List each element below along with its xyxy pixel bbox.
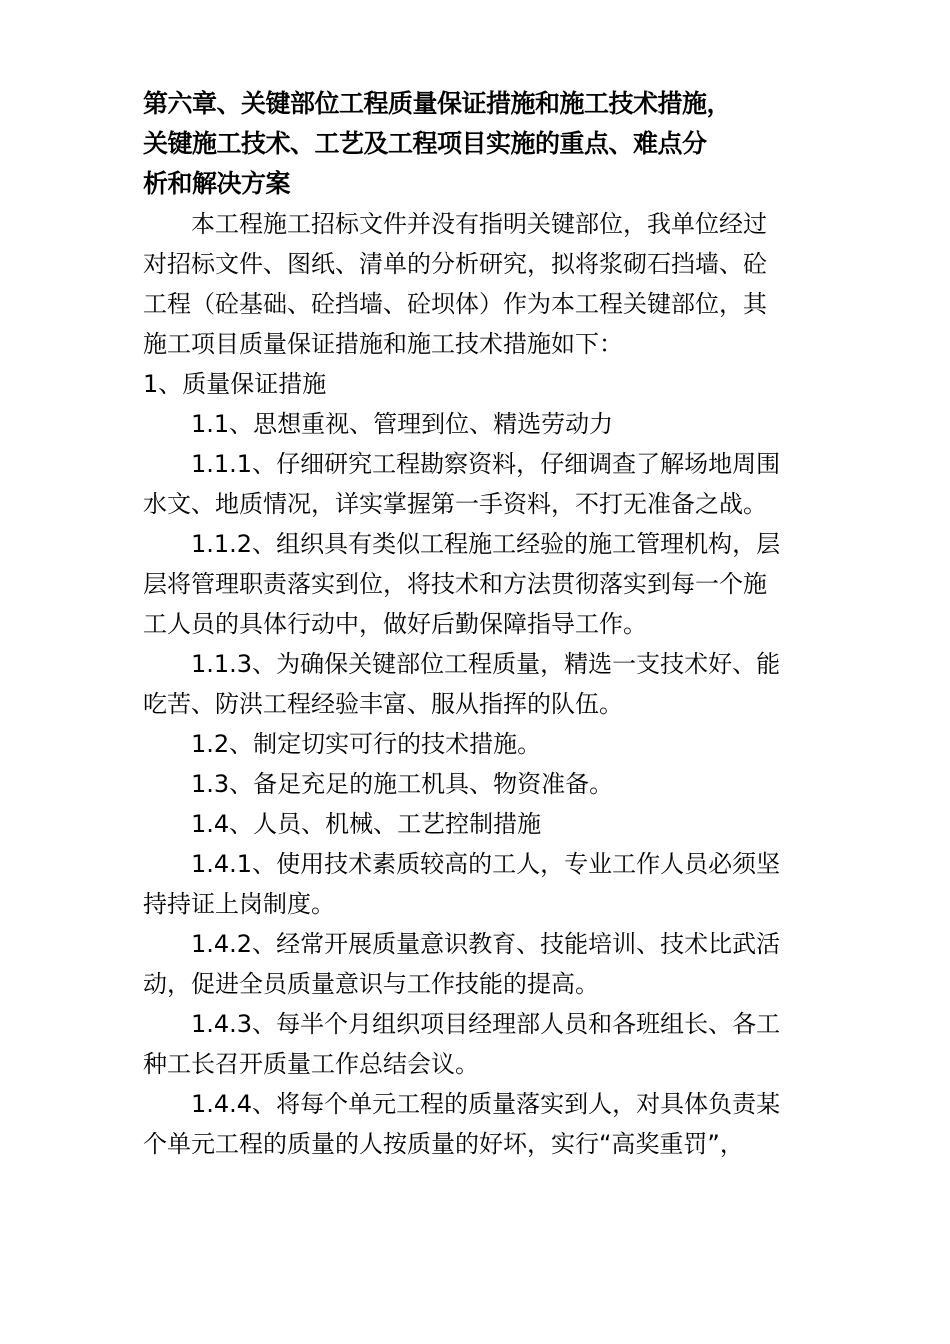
chapter-title-line-3: 析和解决方案 [143, 169, 291, 198]
item-1-1 [143, 404, 813, 444]
item-1-1-3-line-2: 吃苦、防洪工程经验丰富、服从指挥的队伍。 [143, 690, 623, 718]
section-1-heading [143, 364, 813, 404]
item-1-4-2-line-2: 动，促进全员质量意识与工作技能的提高。 [143, 970, 599, 998]
item-1-4-4-line-1: 1.4.4、将每个单元工程的质量落实到人，对具体负责某 [191, 1090, 781, 1118]
section-1-heading-text: 1、质量保证措施 [143, 370, 327, 398]
item-1-2-text: 1.2、制定切实可行的技术措施。 [191, 730, 542, 758]
item-1-3-text: 1.3、备足充足的施工机具、物资准备。 [191, 770, 614, 798]
intro-line-1: 本工程施工招标文件并没有指明关键部位，我单位经过 [191, 210, 767, 238]
intro-line-3: 工程（砼基础、砼挡墙、砼坝体）作为本工程关键部位，其 [143, 290, 767, 318]
item-1-4-1-line-2: 持持证上岗制度。 [143, 890, 335, 918]
item-1-4 [143, 804, 813, 844]
item-1-1-1-line-2: 水文、地质情况，详实掌握第一手资料，不打无准备之战。 [143, 490, 767, 518]
item-1-1-2-line-1: 1.1.2、组织具有类似工程施工经验的施工管理机构，层 [191, 530, 781, 558]
intro-paragraph [143, 204, 813, 364]
item-1-4-4-line-2: 个单元工程的质量的人按质量的好坏，实行“高奖重罚”， [143, 1130, 744, 1158]
item-1-1-3 [143, 644, 813, 724]
item-1-4-1 [143, 844, 813, 924]
item-1-4-3 [143, 1004, 813, 1084]
intro-line-4: 施工项目质量保证措施和施工技术措施如下： [143, 330, 623, 358]
item-1-4-1-line-1: 1.4.1、使用技术素质较高的工人，专业工作人员必须坚 [191, 850, 781, 878]
item-1-1-2-line-2: 层将管理职责落实到位，将技术和方法贯彻落实到每一个施 [143, 570, 767, 598]
chapter-title [143, 84, 813, 204]
item-1-4-2-line-1: 1.4.2、经常开展质量意识教育、技能培训、技术比武活 [191, 930, 781, 958]
item-1-1-3-line-1: 1.1.3、为确保关键部位工程质量，精选一支技术好、能 [191, 650, 781, 678]
item-1-2 [143, 724, 813, 764]
item-1-4-3-line-1: 1.4.3、每半个月组织项目经理部人员和各班组长、各工 [191, 1010, 781, 1038]
chapter-title-line-1: 第六章、关键部位工程质量保证措施和施工技术措施， [143, 89, 732, 118]
item-1-1-1 [143, 444, 813, 524]
item-1-4-4 [143, 1084, 813, 1164]
item-1-1-2-line-3: 工人员的具体行动中，做好后勤保障指导工作。 [143, 610, 647, 638]
item-1-4-3-line-2: 种工长召开质量工作总结会议。 [143, 1050, 479, 1078]
intro-line-2: 对招标文件、图纸、清单的分析研究，拟将浆砌石挡墙、砼 [143, 250, 767, 278]
document-page [143, 84, 813, 1164]
item-1-4-2 [143, 924, 813, 1004]
chapter-title-line-2: 关键施工技术、工艺及工程项目实施的重点、难点分 [143, 129, 707, 158]
item-1-1-2 [143, 524, 813, 644]
item-1-3 [143, 764, 813, 804]
item-1-1-text: 1.1、思想重视、管理到位、精选劳动力 [191, 410, 614, 438]
item-1-1-1-line-1: 1.1.1、仔细研究工程勘察资料，仔细调查了解场地周围 [191, 450, 781, 478]
item-1-4-text: 1.4、人员、机械、工艺控制措施 [191, 810, 542, 838]
